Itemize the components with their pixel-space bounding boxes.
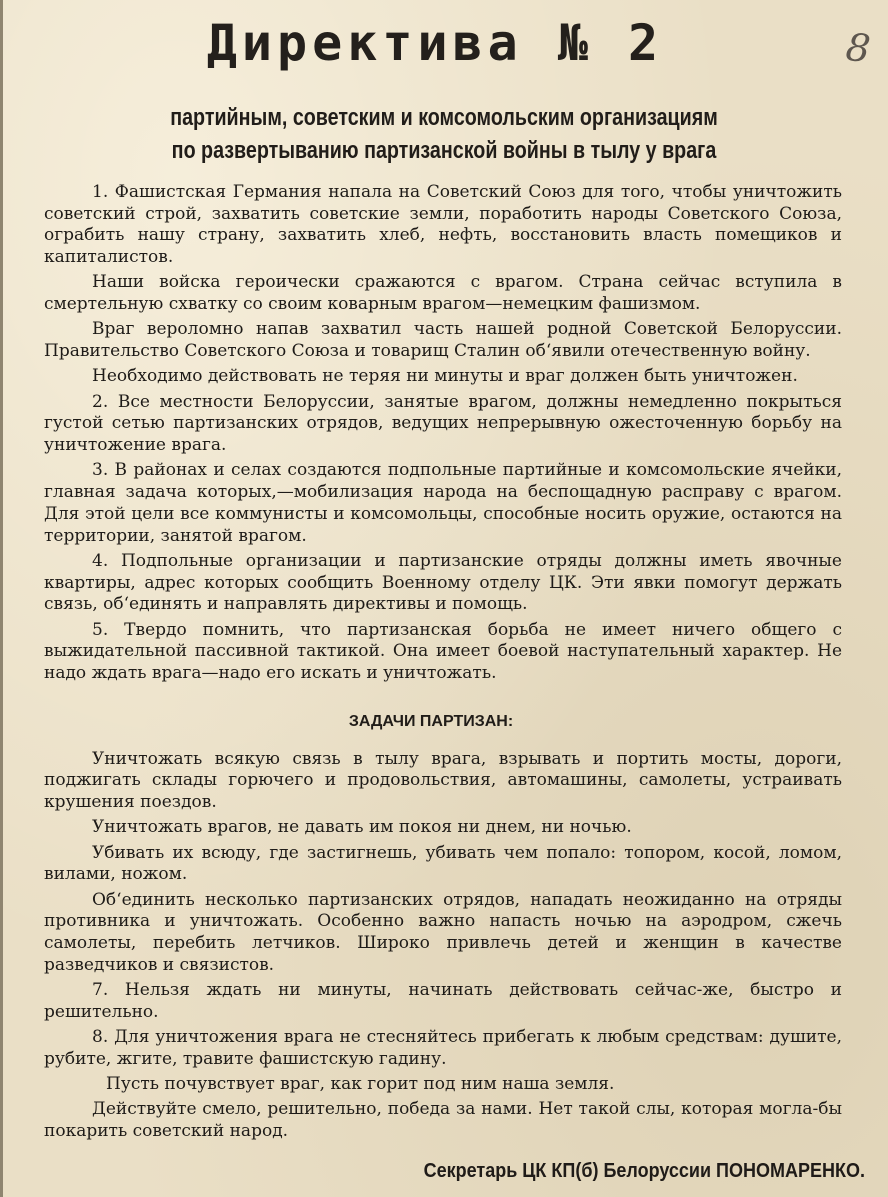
task-paragraph-6: 8. Для уничтожения врага не стесняйтесь прибегать к любым средствам: душите, рубите, жгите, травите фашистскую гадину. <box>44 1027 842 1069</box>
paragraph-2: Наши войска героически сражаются с врагом. Страна сейчас вступила в смертельную схватку со своим коварным врагом—немецким фашизмом. <box>44 272 842 315</box>
task-paragraph-8: Действуйте смело, решительно, победа за нами. Нет такой слы, которая могла-бы покарить советский народ. <box>44 1099 842 1142</box>
paragraph-5: 2. Все местности Белоруссии, занятые врагом, должны немедленно покрыться густой сетью партизанских отрядов, ведущих непрерывную ожесточенную борьбу на уничтожение врага. <box>44 391 842 456</box>
paragraph-3: Враг вероломно напав захватил часть нашей родной Советской Белоруссии. Правительство Советского Союза и товарищ Сталин об‘явили отечественную войну. <box>44 319 842 362</box>
task-paragraph-2: Уничтожать врагов, не давать им покоя ни днем, ни ночью. <box>92 817 632 838</box>
paragraph-7: 4. Подпольные организации и партизанские отряды должны иметь явочные квартиры, адрес которых сообщить Военному отделу ЦК. Эти явки помогут держать связь, об‘единять и направлять директивы и помощь. <box>44 550 842 615</box>
signature-line: Секретарь ЦК КП(б) Белоруссии ПОНОМАРЕНКО. <box>423 1160 865 1182</box>
document-body <box>44 182 842 1146</box>
document-title: Директива № 2 <box>206 14 664 72</box>
page-edge <box>0 0 3 1197</box>
subtitle-line-1: партийным, советским и комсомольским организациям <box>170 104 718 131</box>
paragraph-8: 5. Твердо помнить, что партизанская борьба не имеет ничего общего с выжидательной пассивной тактикой. Она имеет боевой наступательный характер. Не надо ждать врага—надо его искать и уничтожать. <box>44 619 842 683</box>
paragraph-1: 1. Фашистская Германия напала на Советский Союз для того, чтобы уничтожить советский строй, захватить советские земли, поработить народы Советского Союза, ограбить нашу страну, захватить хлеб, нефть, восстановить власть помещиков и капиталистов. <box>44 182 842 268</box>
paragraph-6: 3. В районах и селах создаются подпольные партийные и комсомольские ячейки, главная задача которых,—мобилизация народа на беспощадную расправу с врагом. Для этой цели все коммунисты и комсомольцы, способные носить оружие, остаются на территории, занятой врагом. <box>44 460 842 546</box>
task-paragraph-4: Об‘единить несколько партизанских отрядов, нападать неожиданно на отряды противника и уничтожать. Особенно важно напасть ночью на аэродром, сжечь самолеты, перебить летчиков. Широко привлечь детей и женщин в качестве разведчиков и связистов. <box>44 889 842 975</box>
section-heading: ЗАДАЧИ ПАРТИЗАН: <box>348 712 514 730</box>
task-paragraph-7: Пусть почувствует враг, как горит под ним наша земля. <box>106 1074 615 1095</box>
task-paragraph-3: Убивать их всюду, где застигнешь, убивать чем попало: топором, косой, ломом, вилами, ножом. <box>44 842 842 885</box>
task-paragraph-5: 7. Нельзя ждать ни минуты, начинать действовать сейчас-же, быстро и решительно. <box>44 980 842 1022</box>
subtitle-line-2: по развертыванию партизанской войны в тылу у врага <box>171 137 717 164</box>
handwritten-page-number: 8 <box>843 24 873 72</box>
task-paragraph-1: Уничтожать всякую связь в тылу врага, взрывать и портить мосты, дороги, поджигать склады горючего и продовольствия, автомашины, самолеты, устраивать крушения поездов. <box>44 748 842 813</box>
paragraph-4: Необходимо действовать не теряя ни минуты и враг должен быть уничтожен. <box>92 366 798 387</box>
